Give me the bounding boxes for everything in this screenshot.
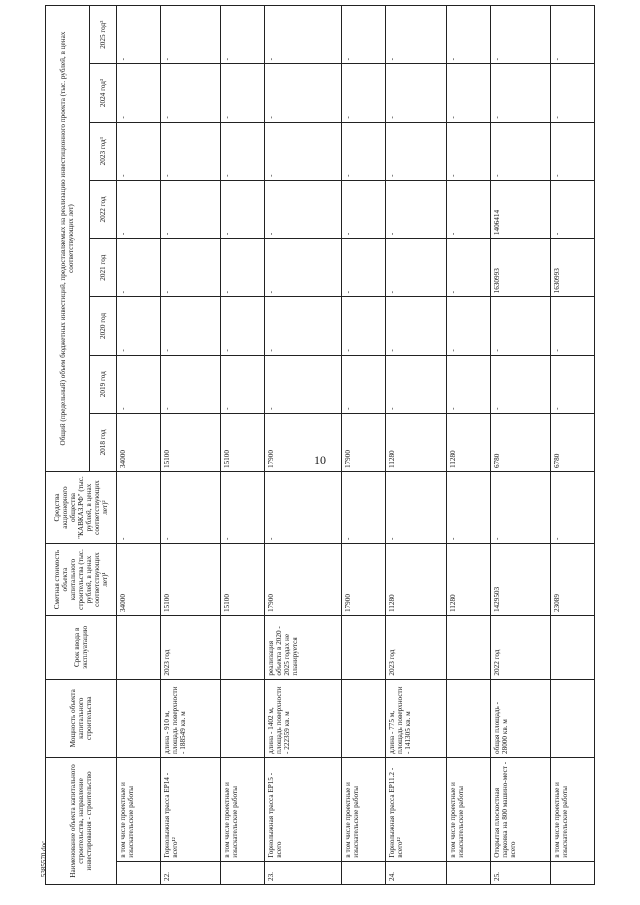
row-year-value: -: [265, 122, 342, 180]
row-number: [116, 861, 160, 884]
row-capacity: длина - 1402 м, площадь поверхности - 222359 кв. м: [265, 679, 342, 757]
row-year-value: -: [446, 6, 490, 64]
row-year-value: -: [265, 297, 342, 355]
row-year-value: -: [490, 355, 551, 413]
row-capacity: [551, 679, 595, 757]
row-year-value: 1630993: [490, 239, 551, 297]
row-year-value: -: [116, 180, 160, 238]
table-row: [265, 6, 342, 885]
row-year-value: -: [551, 355, 595, 413]
row-year-value: 15100: [160, 413, 221, 471]
row-year-value: -: [342, 239, 386, 297]
investment-table: [45, 5, 595, 885]
row-capacity: длина - 775 м, площадь поверхности - 141305 кв. м: [386, 679, 447, 757]
row-estimated-cost: 1429503: [490, 544, 551, 616]
row-number: 22.: [160, 861, 221, 884]
row-year-value: 15100: [221, 413, 265, 471]
row-year-value: 1630993: [551, 239, 595, 297]
row-year-value: -: [265, 64, 342, 122]
row-year-value: -: [265, 180, 342, 238]
table-row: [551, 6, 595, 885]
row-year-value: -: [551, 180, 595, 238]
row-year-value: -: [446, 122, 490, 180]
table-row: [342, 6, 386, 885]
row-deadline: реализация объекта в 2020 - 2025 годах не планируется: [265, 616, 342, 680]
row-year-value: 1406414: [490, 180, 551, 238]
row-deadline: [446, 616, 490, 680]
row-shareholder-funds: -: [551, 472, 595, 544]
rotated-table-container: [45, 5, 595, 885]
row-year-value: 11280: [446, 413, 490, 471]
row-year-value: 6780: [490, 413, 551, 471]
year-header: 2018 год: [89, 413, 116, 471]
row-year-value: -: [386, 180, 447, 238]
row-year-value: -: [160, 122, 221, 180]
row-year-value: -: [551, 297, 595, 355]
row-year-value: -: [490, 122, 551, 180]
row-year-value: -: [221, 122, 265, 180]
table-row: [116, 6, 160, 885]
year-header: 2025 год³: [89, 6, 116, 64]
table-body: [116, 6, 594, 885]
row-estimated-cost: 11280: [386, 544, 447, 616]
row-year-value: -: [551, 64, 595, 122]
row-year-value: -: [160, 64, 221, 122]
row-estimated-cost: 15100: [221, 544, 265, 616]
row-year-value: -: [116, 297, 160, 355]
row-year-value: -: [342, 64, 386, 122]
row-capacity: длина - 910 м, площадь поверхности - 188549 кв. м: [160, 679, 221, 757]
row-year-value: 11280: [386, 413, 447, 471]
row-year-value: 34000: [116, 413, 160, 471]
year-header: 2024 год³: [89, 64, 116, 122]
header-deadline: Срок ввода в эксплуатацию: [46, 616, 117, 680]
row-year-value: -: [490, 6, 551, 64]
row-year-value: -: [342, 355, 386, 413]
year-header: 2023 год³: [89, 122, 116, 180]
row-name: в том числе проектные и изыскательские работы: [446, 757, 490, 861]
header-estimated-cost: Сметная стоимость объекта капитального строительства (тыс. рублей, в ценах соответствующих лет)¹: [46, 544, 117, 616]
row-year-value: -: [342, 122, 386, 180]
row-year-value: -: [221, 6, 265, 64]
row-deadline: 2023 год: [160, 616, 221, 680]
row-deadline: [342, 616, 386, 680]
row-name: Горнолыжная трасса ЕР14 - всего¹²: [160, 757, 221, 861]
row-year-value: -: [160, 6, 221, 64]
row-shareholder-funds: -: [342, 472, 386, 544]
header-shareholder-funds: Средства акционерного общества "КАВКАЗ.РФ" (тыс. рублей, в ценах соответствующих лет)²: [46, 472, 117, 544]
row-name: в том числе проектные и изыскательские работы: [116, 757, 160, 861]
row-year-value: -: [490, 64, 551, 122]
row-deadline: [221, 616, 265, 680]
row-estimated-cost: 23089: [551, 544, 595, 616]
row-year-value: -: [116, 6, 160, 64]
document-code: 5385570.doc: [40, 840, 49, 878]
row-year-value: -: [386, 122, 447, 180]
row-year-value: -: [160, 180, 221, 238]
row-year-value: -: [116, 64, 160, 122]
row-name: в том числе проектные и изыскательские работы: [342, 757, 386, 861]
row-capacity: [116, 679, 160, 757]
row-number: 25.: [490, 861, 551, 884]
table-row: [446, 6, 490, 885]
row-name: Горнолыжная трасса ЕР15 - всего: [265, 757, 342, 861]
row-capacity: [342, 679, 386, 757]
row-year-value: -: [265, 355, 342, 413]
row-year-value: -: [160, 297, 221, 355]
year-header: 2020 год: [89, 297, 116, 355]
table-row: [160, 6, 221, 885]
row-year-value: -: [221, 239, 265, 297]
row-year-value: -: [490, 297, 551, 355]
row-year-value: -: [342, 180, 386, 238]
row-deadline: 2022 год: [490, 616, 551, 680]
row-year-value: -: [221, 355, 265, 413]
row-year-value: -: [116, 239, 160, 297]
header-budget-group: Общий (предельный) объем бюджетных инвестиций, предоставляемых на реализацию инвестиционного проекта (тыс. рублей, в ценах соответствующих лет): [46, 6, 90, 472]
row-shareholder-funds: -: [221, 472, 265, 544]
row-year-value: -: [446, 64, 490, 122]
row-year-value: -: [386, 6, 447, 64]
row-number: [342, 861, 386, 884]
row-shareholder-funds: -: [116, 472, 160, 544]
row-name: в том числе проектные и изыскательские работы: [221, 757, 265, 861]
row-estimated-cost: 17900: [342, 544, 386, 616]
row-year-value: -: [160, 239, 221, 297]
table-row: [490, 6, 551, 885]
table-row: [386, 6, 447, 885]
header-row-1: [46, 6, 90, 885]
row-year-value: -: [551, 6, 595, 64]
row-capacity: [221, 679, 265, 757]
row-year-value: -: [386, 297, 447, 355]
row-number: 23.: [265, 861, 342, 884]
row-estimated-cost: 15100: [160, 544, 221, 616]
row-estimated-cost: 17900: [265, 544, 342, 616]
header-name: Наименование объекта капитального строительства, направление инвестирования - строительство: [46, 757, 117, 884]
row-number: [446, 861, 490, 884]
year-header: 2019 год: [89, 355, 116, 413]
row-year-value: -: [551, 122, 595, 180]
row-year-value: -: [446, 355, 490, 413]
row-shareholder-funds: -: [490, 472, 551, 544]
row-shareholder-funds: -: [160, 472, 221, 544]
row-number: [551, 861, 595, 884]
row-number: [221, 861, 265, 884]
header-capacity: Мощность объекта капитального строительства: [46, 679, 117, 757]
row-year-value: -: [446, 239, 490, 297]
row-shareholder-funds: -: [386, 472, 447, 544]
year-header: 2022 год: [89, 180, 116, 238]
row-year-value: -: [221, 297, 265, 355]
row-shareholder-funds: -: [265, 472, 342, 544]
row-number: 24.: [386, 861, 447, 884]
row-year-value: -: [116, 355, 160, 413]
row-year-value: -: [160, 355, 221, 413]
row-year-value: -: [265, 239, 342, 297]
row-year-value: -: [221, 64, 265, 122]
row-year-value: -: [116, 122, 160, 180]
row-year-value: 17900: [265, 413, 342, 471]
row-year-value: -: [342, 297, 386, 355]
row-year-value: -: [446, 180, 490, 238]
row-year-value: -: [446, 297, 490, 355]
table-row: [221, 6, 265, 885]
row-capacity: общая площадь - 28000 кв. м: [490, 679, 551, 757]
row-deadline: [116, 616, 160, 680]
row-year-value: -: [221, 180, 265, 238]
row-year-value: 6780: [551, 413, 595, 471]
year-header: 2021 год: [89, 239, 116, 297]
row-deadline: [551, 616, 595, 680]
row-capacity: [446, 679, 490, 757]
row-shareholder-funds: -: [446, 472, 490, 544]
row-year-value: -: [386, 239, 447, 297]
row-name: Открытая плоскостная парковка на 800 машино-мест - всего: [490, 757, 551, 861]
row-name: в том числе проектные и изыскательские работы: [551, 757, 595, 861]
row-estimated-cost: 34000: [116, 544, 160, 616]
row-year-value: -: [342, 6, 386, 64]
row-year-value: -: [386, 64, 447, 122]
row-year-value: -: [265, 6, 342, 64]
page-number: 10: [314, 453, 326, 467]
row-year-value: 17900: [342, 413, 386, 471]
row-name: Горнолыжная трасса ЕР11.2 - всего¹²: [386, 757, 447, 861]
row-estimated-cost: 11280: [446, 544, 490, 616]
row-deadline: 2023 год: [386, 616, 447, 680]
row-year-value: -: [386, 355, 447, 413]
